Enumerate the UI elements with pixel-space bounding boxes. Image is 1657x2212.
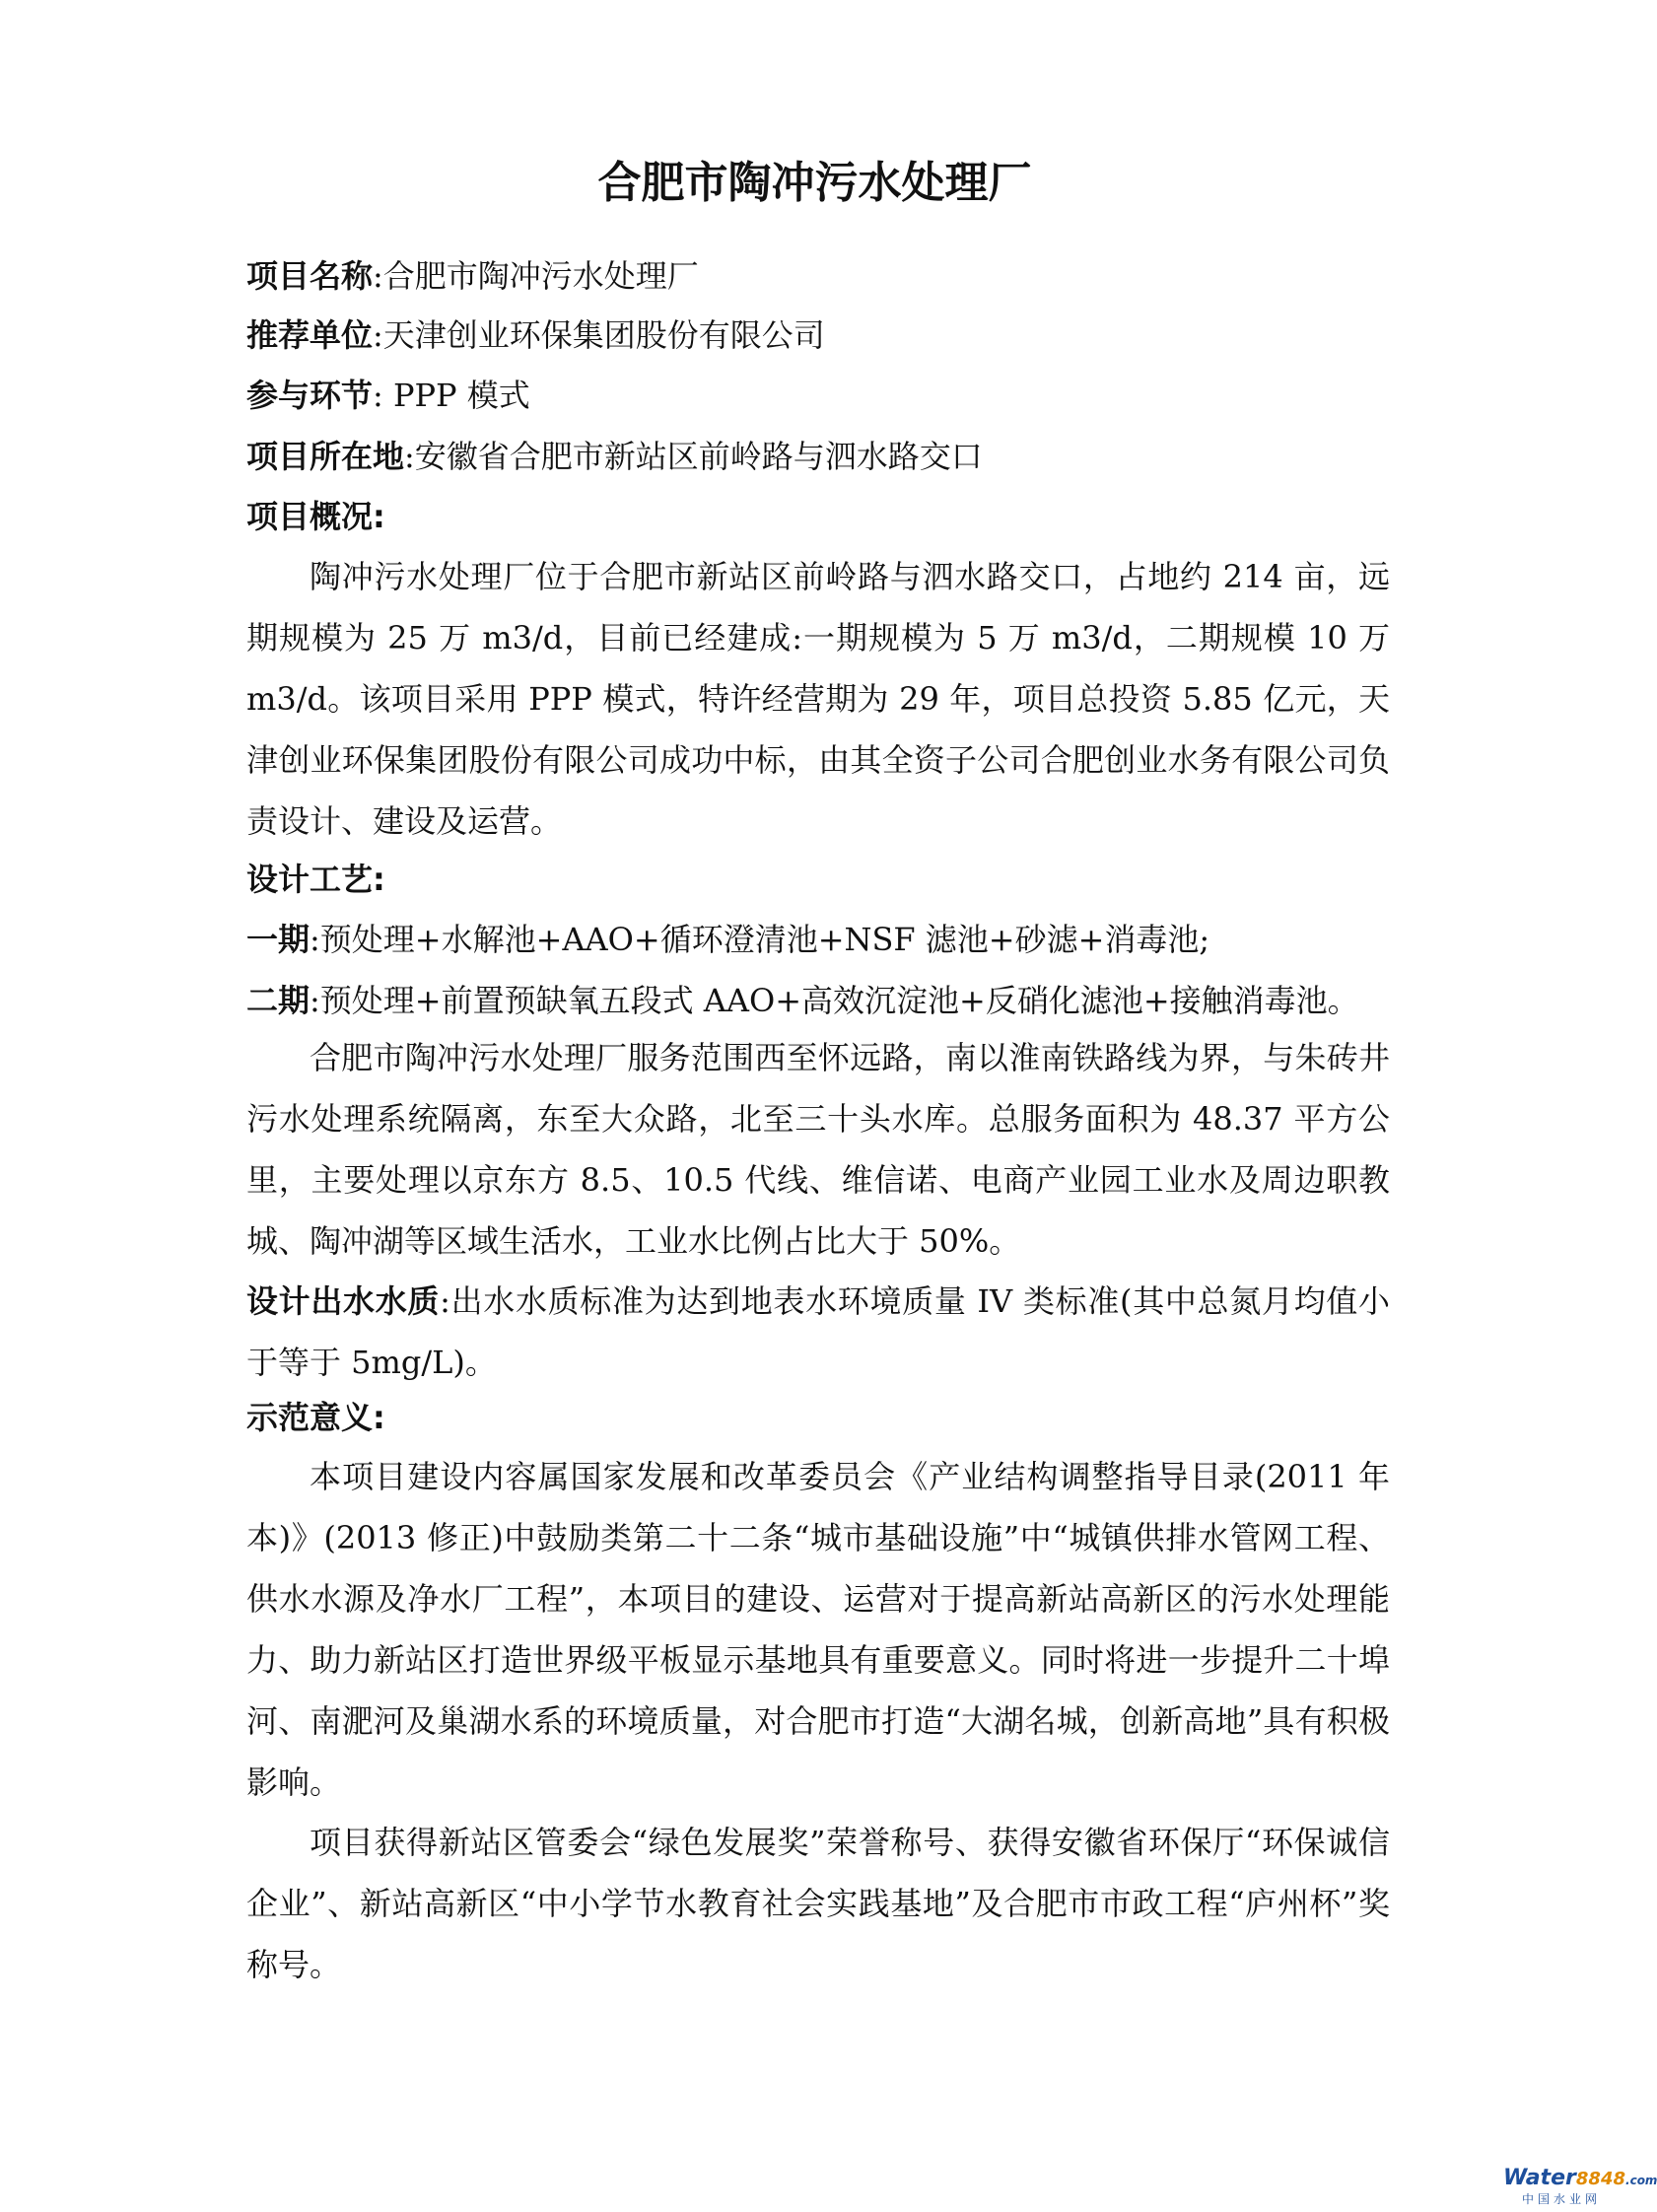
effluent-label: 设计出水水质	[246, 1282, 441, 1320]
phase2-line	[246, 979, 1390, 1022]
significance-paragraph-2: 项目获得新站区管委会“绿色发展奖”荣誉称号、获得安徽省环保厅“环保诚信企业”、新站高新区“中小学节水教育社会实践基地”及合肥市市政工程“庐州杯”奖称号。	[246, 1824, 1390, 1983]
field-sep: :	[373, 316, 383, 354]
field-recommending-unit	[246, 313, 1390, 357]
page-title: 合肥市陶冲污水处理厂	[597, 158, 1032, 208]
phase2-sep: :	[310, 982, 320, 1019]
effluent-paragraph	[246, 1271, 1390, 1393]
field-label: 推荐单位	[246, 316, 374, 354]
overview-heading	[246, 495, 1390, 538]
field-value: 安徽省合肥市新站区前岭路与泗水路交口	[414, 438, 983, 475]
process-label: 设计工艺:	[246, 861, 385, 898]
field-label: 项目所在地	[246, 438, 405, 475]
field-label: 项目名称	[246, 257, 374, 295]
field-value: 天津创业环保集团股份有限公司	[382, 316, 825, 354]
overview-paragraph: 陶冲污水处理厂位于合肥市新站区前岭路与泗水路交口，占地约 214 亩，远期规模为 25 万 m3/d，目前已经建成:一期规模为 5 万 m3/d，二期规模 10 万 m3/d。该项目采用 PPP 模式，特许经营期为 29 年，项目总投资 5.85 亿元，天津创业环保集团股份有限公司成功中标，由其全资子公司合肥创业水务有限公司负责设计、建设及运营。	[246, 558, 1390, 840]
phase2-label: 二期	[246, 982, 311, 1019]
phase1-value: 预处理+水解池+AAO+循环澄清池+NSF 滤池+砂滤+消毒池;	[319, 921, 1210, 958]
watermark-subtitle: 中国水业网	[1521, 2192, 1601, 2206]
phase1-label: 一期	[246, 921, 311, 958]
field-label: 参与环节	[246, 377, 374, 414]
field-project-name	[246, 254, 1390, 298]
watermark-suffix: .com	[1625, 2174, 1657, 2187]
significance-heading	[246, 1396, 1390, 1439]
significance-paragraph-1: 本项目建设内容属国家发展和改革委员会《产业结构调整指导目录(2011 年本)》(2013 修正)中鼓励类第二十二条“城市基础设施”中“城镇供排水管网工程、供水水源及净水厂工程”，本项目的建设、运营对于提高新站高新区的污水处理能力、助力新站区打造世界级平板显示基地具有重要意义。同时将进一步提升二十埠河、南淝河及巢湖水系的环境质量，对合肥市打造“大湖名城，创新高地”具有积极影响。	[246, 1458, 1390, 1801]
field-sep: :	[404, 438, 415, 475]
watermark-number: 8848	[1575, 2169, 1626, 2189]
effluent-sep: :	[440, 1282, 450, 1320]
field-value: PPP 模式	[392, 377, 530, 414]
significance-label: 示范意义:	[246, 1399, 385, 1436]
field-sep: :	[373, 377, 393, 414]
field-value: 合肥市陶冲污水处理厂	[382, 257, 699, 295]
overview-label: 项目概况:	[246, 498, 385, 535]
watermark-brand: Water	[1503, 2166, 1576, 2190]
effluent-value: 出水水质标准为达到地表水环境质量 IV 类标准(其中总氮月均值小于等于 5mg/L)。	[246, 1282, 1390, 1381]
phase1-sep: :	[310, 921, 320, 958]
field-sep: :	[373, 257, 383, 295]
field-participation	[246, 374, 1390, 417]
field-location	[246, 435, 1390, 478]
service-paragraph: 合肥市陶冲污水处理厂服务范围西至怀远路，南以淮南铁路线为界，与朱砖井污水处理系统隔离，东至大众路，北至三十头水库。总服务面积为 48.37 平方公里，主要处理以京东方 8.5、10.5 代线、维信诺、电商产业园工业水及周边职教城、陶冲湖等区域生活水，工业水比例占比大于 50%。	[246, 1039, 1390, 1260]
process-heading	[246, 858, 1390, 901]
watermark-logo	[1503, 2166, 1657, 2206]
phase2-value: 预处理+前置预缺氧五段式 AAO+高效沉淀池+反硝化滤池+接触消毒池。	[319, 982, 1359, 1019]
phase1-line	[246, 918, 1390, 961]
